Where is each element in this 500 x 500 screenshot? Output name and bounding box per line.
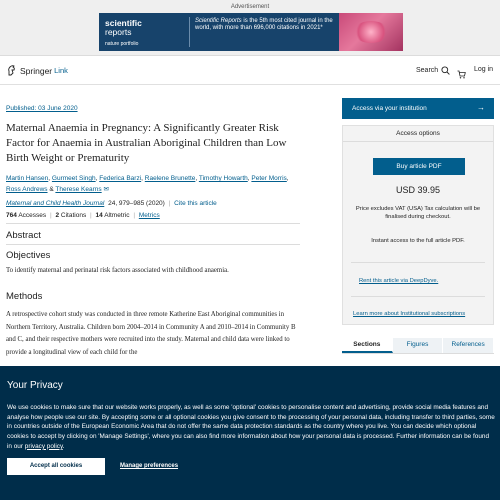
author-link[interactable]: Therese Kearns (55, 185, 102, 193)
institutional-subscriptions-link[interactable]: Learn more about Institutional subscriptions (353, 311, 466, 317)
login-link[interactable]: Log in (474, 66, 494, 73)
ad-image (339, 13, 403, 51)
altmetric-label: Altmetric (104, 212, 130, 219)
ad-logo-sub: nature portfolio (105, 41, 139, 47)
objectives-text: To identify maternal and perinatal risk factors associated with childhood anaemia. (6, 267, 229, 274)
access-options-panel (342, 125, 494, 325)
access-institution-button[interactable] (342, 98, 494, 119)
article-price: USD 39.95 (395, 185, 441, 195)
cookie-period: . (62, 442, 65, 450)
separator: | (49, 212, 52, 219)
separator: | (90, 212, 92, 219)
author-separator: , (286, 175, 289, 182)
springerlink-logo[interactable] (7, 65, 68, 76)
ad-label: Advertisement (230, 4, 270, 10)
sidebar-tabs (342, 338, 494, 354)
brand-name: Springer (20, 65, 53, 76)
accesses-count: 764 (6, 212, 17, 219)
arrow-right-icon: → (477, 103, 485, 112)
ad-logo-line1: scientific (105, 18, 142, 28)
price-note: Price excludes VAT (USA) Tax calculation will be finalised during checkout. (355, 206, 481, 220)
cite-article-link[interactable]: Cite this article (174, 200, 217, 207)
author-separator: , (95, 175, 100, 182)
author-separator: , (247, 175, 252, 182)
ad-copy (195, 18, 335, 33)
email-icon[interactable]: ✉ (101, 185, 109, 193)
cart-button[interactable] (457, 66, 466, 84)
author-separator: , (195, 175, 199, 182)
cookie-text (7, 403, 495, 452)
citations-count: 2 (55, 212, 60, 219)
divider (6, 244, 300, 245)
search-button[interactable] (416, 66, 450, 75)
ad-copy-journal: Scientific Reports (195, 18, 242, 24)
published-date[interactable]: Published: 03 June 2020 (6, 105, 78, 112)
author-ampersand: & (49, 185, 54, 193)
tab-references[interactable]: References (443, 338, 494, 353)
author-link[interactable]: Ross Andrews (6, 185, 48, 193)
divider (6, 223, 300, 224)
site-header (0, 57, 500, 85)
tab-figures[interactable]: Figures (393, 338, 444, 353)
ad-logo-line2: reports (105, 26, 132, 37)
journal-info (6, 200, 306, 207)
author-link[interactable]: Peter Morris (251, 175, 287, 182)
divider (351, 262, 485, 263)
ad-banner[interactable] (99, 13, 403, 51)
cookie-body: We use cookies to make sure that our website works properly, as well as some 'optional' cookies to personalise content and advertising, provide social media features and analyse how people use our site. By accepting some or all optional cookies you give consent to the processing of your personal data, including transfer to third parties, some in countries outside of the European Economic Area that do not offer the same data protection standards as the country where you live. You can decide which optional cookies to accept by clicking on 'Manage Settings', where you can also find more information about how your personal data is processed. Further information can be found in our (7, 404, 495, 450)
ad-copy-rest: is the 5th most cited journal in the world, with more than 696,000 citations in 2021* (195, 18, 333, 32)
author-link[interactable]: Martin Hansen (6, 175, 49, 182)
rent-deepdyve-link[interactable]: Rent this article via DeepDyve. (359, 278, 439, 284)
author-list (6, 174, 302, 195)
author-link[interactable]: Gurmeet Singh (51, 175, 96, 182)
author-separator: , (141, 175, 145, 182)
cart-icon (457, 70, 466, 79)
volume-pages: 24, 979–985 (2020) (108, 200, 165, 207)
cookie-banner (0, 366, 500, 500)
ad-divider (189, 17, 190, 47)
access-institution-label: Access via your institution (352, 105, 427, 112)
objectives-heading: Objectives (6, 250, 51, 261)
metrics-link[interactable]: Metrics (138, 212, 160, 219)
author-link[interactable]: Federica Barzi (99, 175, 142, 182)
brand-suffix: Link (54, 66, 68, 75)
search-label: Search (416, 67, 439, 74)
methods-text: A retrospective cohort study was conducted in three remote Katherine East Aboriginal communities in Northern Territory, Australia. Children born 2004–2014 in Community A and 2010–2014 in Community B and C, and their respective mothers were recruited into the study. Maternal and child data were linked to provide a longitudinal view of each child for the (6, 311, 296, 356)
article-header (6, 97, 306, 219)
separator: | (133, 212, 136, 219)
access-options-title: Access options (343, 126, 493, 142)
altmetric-count: 14 (95, 212, 103, 219)
buy-pdf-button[interactable]: Buy article PDF (373, 158, 465, 175)
author-separator: , (48, 175, 52, 182)
privacy-policy-link[interactable]: privacy policy (24, 442, 63, 450)
accept-cookies-button[interactable]: Accept all cookies (7, 458, 105, 475)
instant-access-note: Instant access to the full article PDF. (371, 238, 465, 244)
manage-preferences-button[interactable]: Manage preferences (120, 463, 179, 469)
accesses-label: Accesses (18, 212, 47, 219)
abstract-heading: Abstract (6, 230, 41, 241)
ad-logo (105, 19, 142, 36)
article-metrics (6, 212, 306, 219)
author-link[interactable]: Raelene Brunette (144, 175, 196, 182)
divider (351, 296, 485, 297)
citations-label: Citations (60, 212, 87, 219)
article-title: Maternal Anaemia in Pregnancy: A Significantly Greater Risk Factor for Anaemia in Australian Aboriginal Children than Low Birth Weight or Prematurity (6, 122, 287, 164)
tab-sections[interactable]: Sections (342, 338, 393, 353)
separator: | (168, 200, 171, 207)
springer-horse-icon (7, 65, 17, 76)
author-link[interactable]: Timothy Howarth (198, 175, 248, 182)
advertisement-bar (0, 0, 500, 56)
methods-heading: Methods (6, 291, 43, 302)
journal-link[interactable]: Maternal and Child Health Journal (6, 200, 105, 207)
search-icon (441, 66, 450, 75)
cookie-title: Your Privacy (7, 380, 63, 391)
